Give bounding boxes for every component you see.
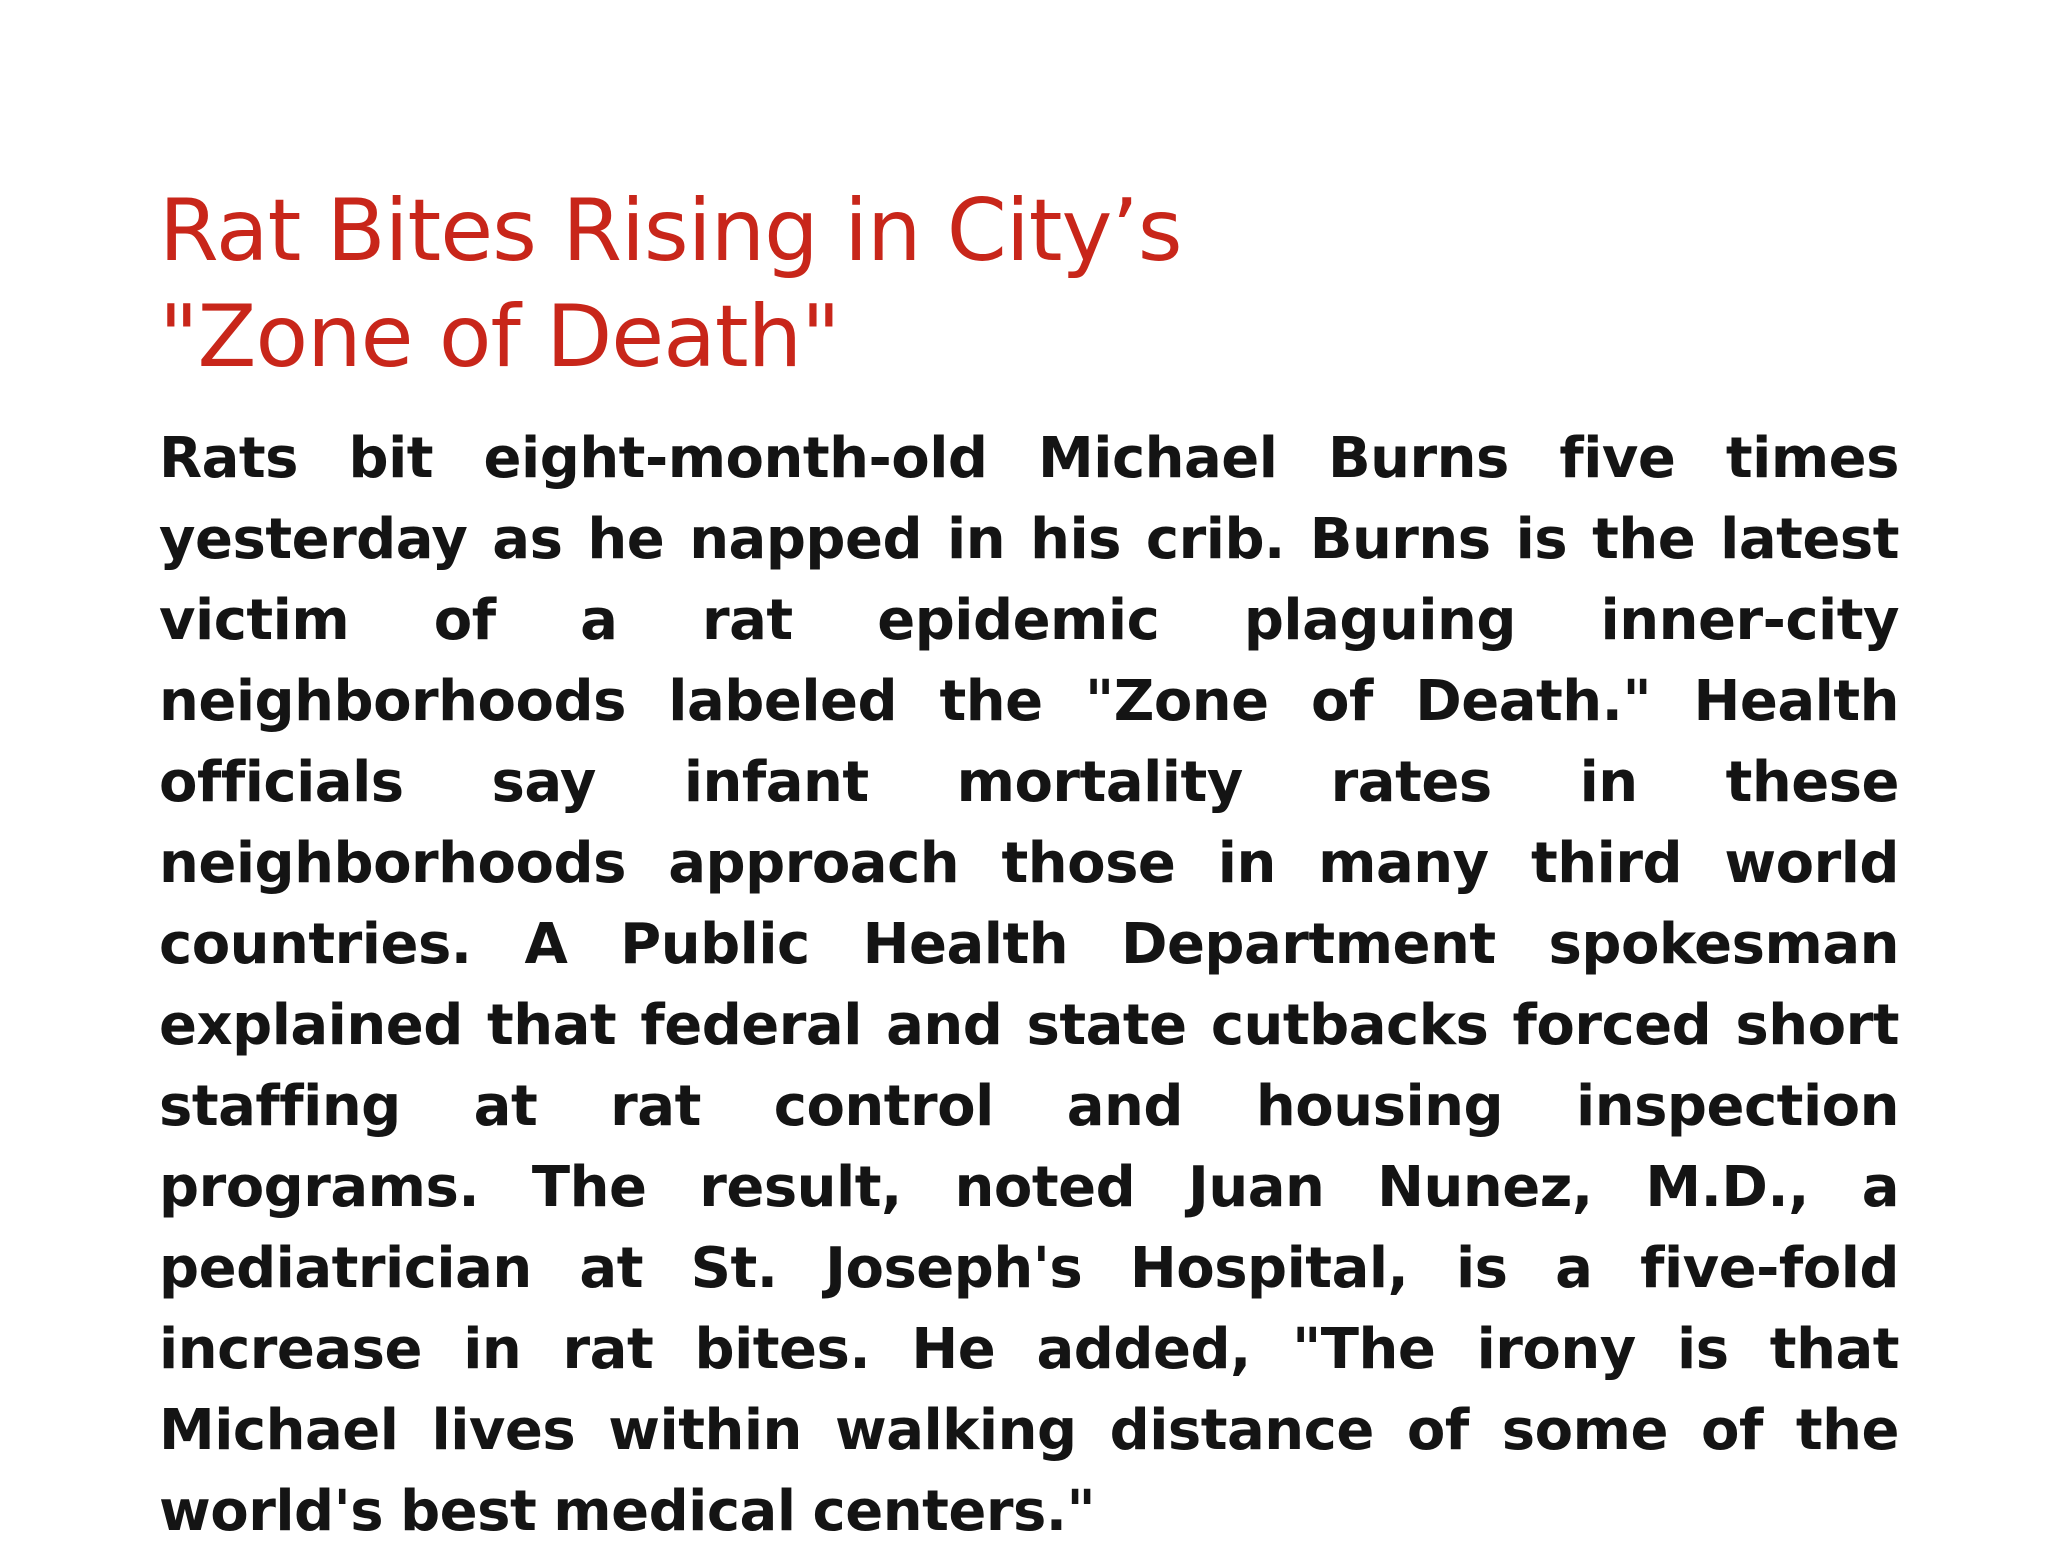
article-body: Rats bit eight-month-old Michael Burns five times yesterday as he napped in his crib. Burns is the latest victim of a rat epidemic plaguing inner-city neighborhoods labeled the "Zone of Death." Health officials say infant mortality rates in these neighborhoods approach those in many third world countries. A Public Health Department spokesman explained that federal and state cutbacks forced short staffing at rat control and housing inspection programs. The result, noted Juan Nunez, M.D., a pediatrician at St. Joseph's Hospital, is a five-fold increase in rat bites. He added, "The irony is that Michael lives within walking distance of some of the world's best medical centers." (159, 426, 1899, 1544)
headline-line-1: Rat Bites Rising in City’s (159, 181, 1182, 281)
article-headline (159, 178, 1899, 390)
headline-line-2: "Zone of Death" (159, 287, 840, 387)
news-article (159, 178, 1899, 1552)
